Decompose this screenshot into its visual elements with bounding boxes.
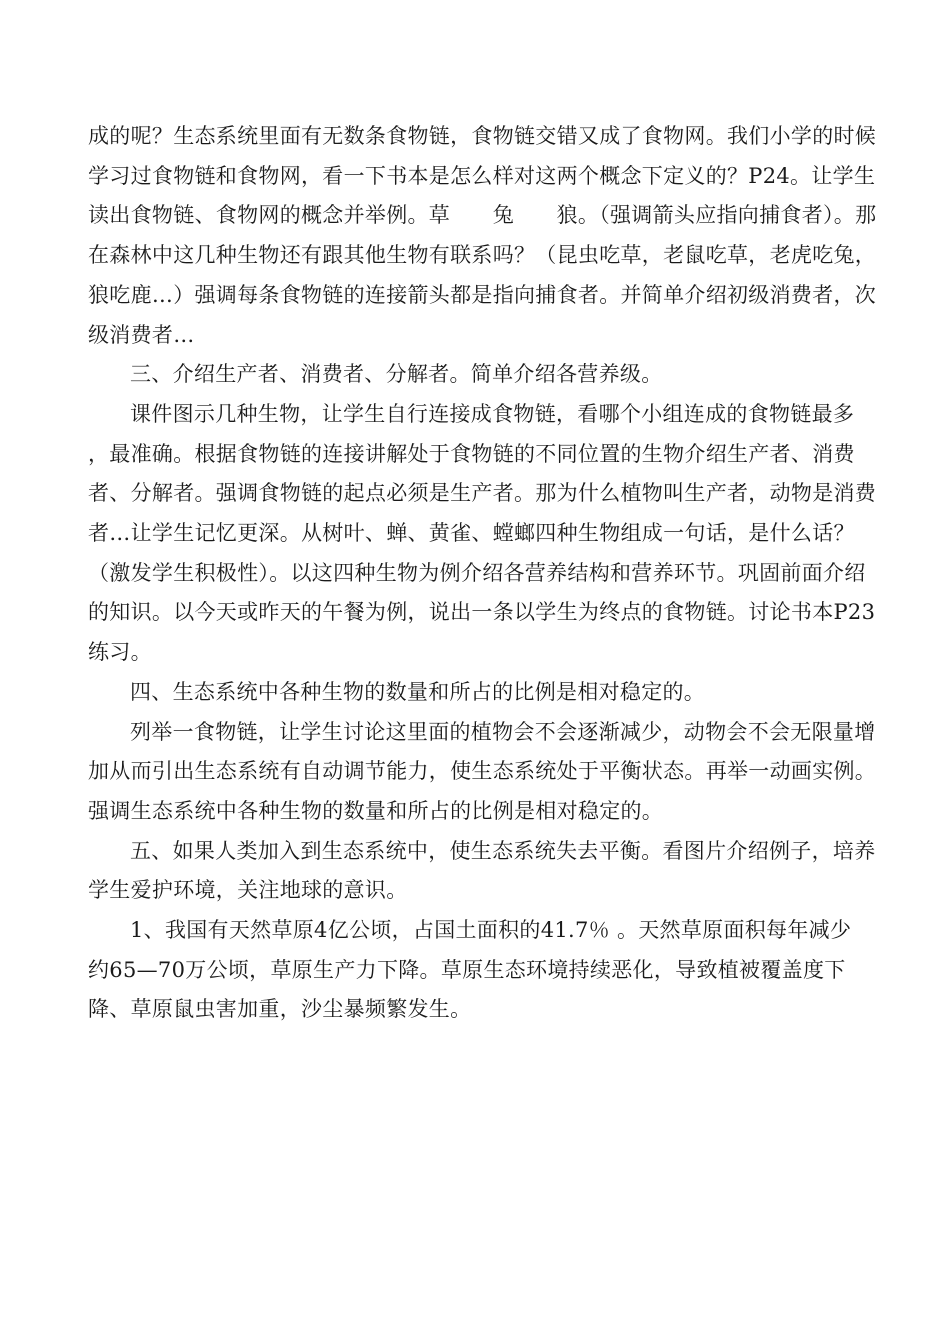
paragraph-grassland-example: 1、我国有天然草原4亿公顷，占国土面积的41.7％ 。天然草原面积每年减少 约65—70万公顷，草原生产力下降。草原生态环境持续恶化，导致植被覆盖度下降、草原鼠虫害加重，沙尘暴频繁发生。: [88, 918, 873, 1022]
paragraph-courseware-activity: 课件图示几种生物，让学生自行连接成食物链，看哪个小组连成的食物链最多 ，最准确。根据食物链的连接讲解处于食物链的不同位置的生物介绍生产者、消费者、分解者。强调食物链的起点必须是生产者。那为什么植物叫生产者，动物是消费者…让学生记忆更深。从树叶、蝉、黄雀、螳螂四种生物组成一句话，是什么话？（激发学生积极性）。以这四种生物为例介绍各营养结构和营养环节。巩固前面介绍的知识。以今天或昨天的午餐为例，说出一条以学生为终点的食物链。讨论书本P23练习。: [88, 401, 877, 665]
heading-producers-consumers: 三、介绍生产者、消费者、分解者。简单介绍各营养级。: [130, 362, 663, 387]
document-body: [88, 117, 882, 1030]
paragraph-food-chain-intro: 成的呢？生态系统里面有无数条食物链，食物链交错又成了食物网。我们小学的时候学习过食物链和食物网，看一下书本是怎么样对这两个概念下定义的？P24。让学生读出食物链、食物网的概念并举例。草 兔 狼。（强调箭头应指向捕食者）。那在森林中这几种生物还有跟其他生物有联系吗？（昆虫吃草，老鼠吃草，老虎吃兔，狼吃鹿…）强调每条食物链的连接箭头都是指向捕食者。并简单介绍初级消费者，次级消费者…: [88, 124, 877, 347]
paragraph-self-regulation: 列举一食物链，让学生讨论这里面的植物会不会逐渐减少，动物会不会无限量增加从而引出生态系统有自动调节能力，使生态系统处于平衡状态。再举一动画实例。强调生态系统中各种生物的数量和所占的比例是相对稳定的。: [88, 719, 877, 823]
heading-human-impact: 五、如果人类加入到生态系统中，使生态系统失去平衡。看图片介绍例子，培养学生爱护环境，关注地球的意识。: [88, 838, 876, 903]
heading-population-stability: 四、生态系统中各种生物的数量和所占的比例是相对稳定的。: [130, 679, 706, 704]
